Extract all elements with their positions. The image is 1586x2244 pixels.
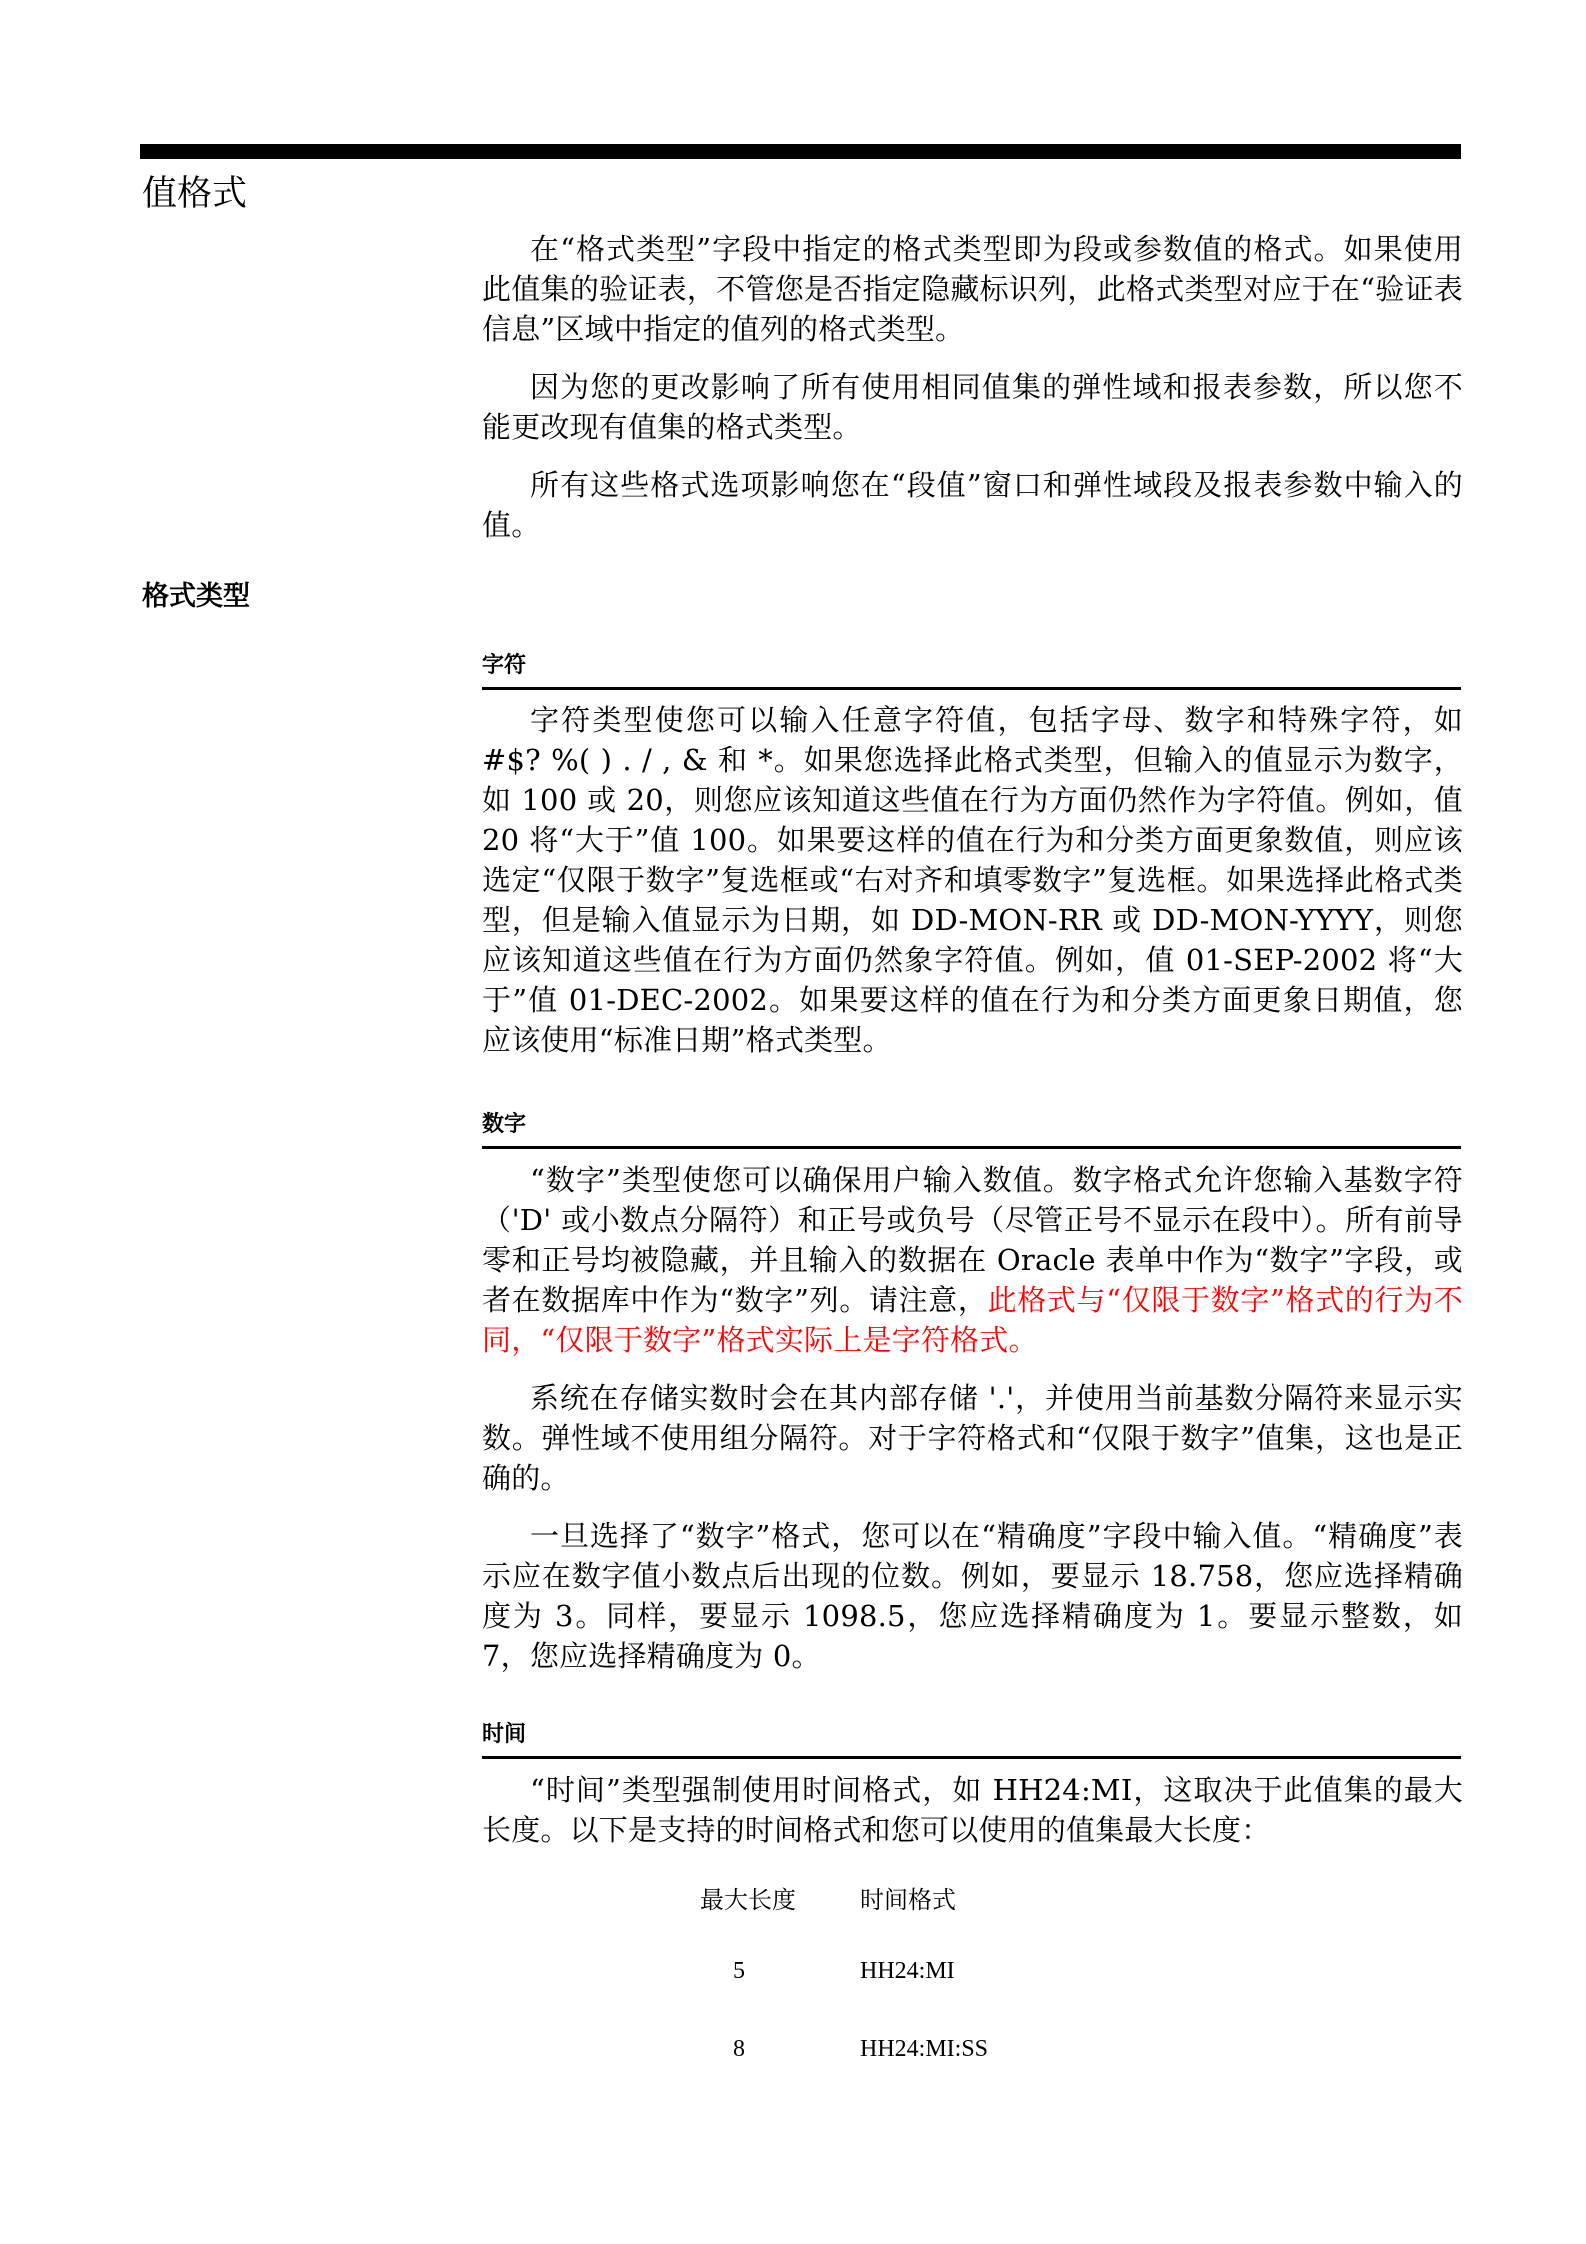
subsection-heading-time: 时间 xyxy=(482,1720,1461,1759)
time-section xyxy=(482,1770,1463,1850)
top-rule xyxy=(140,144,1461,159)
char-paragraph: 字符类型使您可以输入任意字符值，包括字母、数字和特殊字符，如 #$? %( ) . / , & 和 *。如果您选择此格式类型，但输入的值显示为数字，如 100 或 20，则您应该知道这些值在行为方面仍然作为字符值。例如，值 20 将“大于”值 100。如果要这样的值在行为和分类方面更象数值，则应该选定“仅限于数字”复选框或“右对齐和填零数字”复选框。如果选择此格式类型，但是输入值显示为日期，如 DD-MON-RR 或 DD-MON-YYYY，则您应该知道这些值在行为方面仍然象字符值。例如，值 01-SEP-2002 将“大于”值 01-DEC-2002。如果要这样的值在行为和分类方面更象日期值，您应该使用“标准日期”格式类型。 xyxy=(482,703,1463,1057)
cell-max-length: 8 xyxy=(733,2036,745,2062)
intro-section xyxy=(482,229,1463,545)
subsection-heading-char: 字符 xyxy=(482,651,1461,690)
cell-max-length: 5 xyxy=(733,1958,745,1984)
section-heading-format-type: 格式类型 xyxy=(142,581,250,612)
number-paragraph-3: 一旦选择了“数字”格式，您可以在“精确度”字段中输入值。“精确度”表示应在数字值小数点后出现的位数。例如，要显示 18.758，您应选择精确度为 3。同样，要显示 1098.5，您应选择精确度为 1。要显示整数，如 7，您应选择精确度为 0。 xyxy=(482,1519,1463,1673)
number-paragraph-1-text: “数字”类型使您可以确保用户输入数值。数字格式允许您输入基数字符（'D' 或小数点分隔符）和正号或负号（尽管正号不显示在段中）。所有前导零和正号均被隐藏，并且输入的数据在 Oracle 表单中作为“数字”字段，或者在数据库中作为“数字”列。请注意， xyxy=(482,1163,1463,1317)
header-time-format: 时间格式 xyxy=(860,1888,956,1914)
page-title: 值格式 xyxy=(142,174,248,214)
subsection-heading-number: 数字 xyxy=(482,1110,1461,1149)
header-max-length: 最大长度 xyxy=(700,1888,796,1914)
intro-paragraph-3: 所有这些格式选项影响您在“段值”窗口和弹性域段及报表参数中输入的值。 xyxy=(482,468,1463,542)
char-section xyxy=(482,700,1463,1060)
time-paragraph: “时间”类型强制使用时间格式，如 HH24:MI，这取决于此值集的最大长度。以下是支持的时间格式和您可以使用的值集最大长度： xyxy=(482,1773,1463,1847)
number-highlight-note: 此格式与“仅限于数字”格式的行为不同，“仅限于数字”格式实际上是字符格式。 xyxy=(482,1283,1463,1357)
time-format-table xyxy=(700,1880,988,2114)
table-row xyxy=(700,1958,988,2036)
intro-paragraph-1: 在“格式类型”字段中指定的格式类型即为段或参数值的格式。如果使用此值集的验证表，不管您是否指定隐藏标识列，此格式类型对应于在“验证表信息”区域中指定的值列的格式类型。 xyxy=(482,232,1463,346)
table-header-row xyxy=(700,1880,988,1958)
number-section xyxy=(482,1160,1463,1676)
table-row xyxy=(700,2036,988,2114)
intro-paragraph-2: 因为您的更改影响了所有使用相同值集的弹性域和报表参数，所以您不能更改现有值集的格式类型。 xyxy=(482,370,1463,444)
cell-time-format: HH24:MI xyxy=(860,1958,955,1984)
number-paragraph-2: 系统在存储实数时会在其内部存储 '.'，并使用当前基数分隔符来显示实数。弹性域不使用组分隔符。对于字符格式和“仅限于数字”值集，这也是正确的。 xyxy=(482,1381,1463,1495)
cell-time-format: HH24:MI:SS xyxy=(860,2036,989,2062)
number-paragraph-1 xyxy=(482,1160,1463,1360)
